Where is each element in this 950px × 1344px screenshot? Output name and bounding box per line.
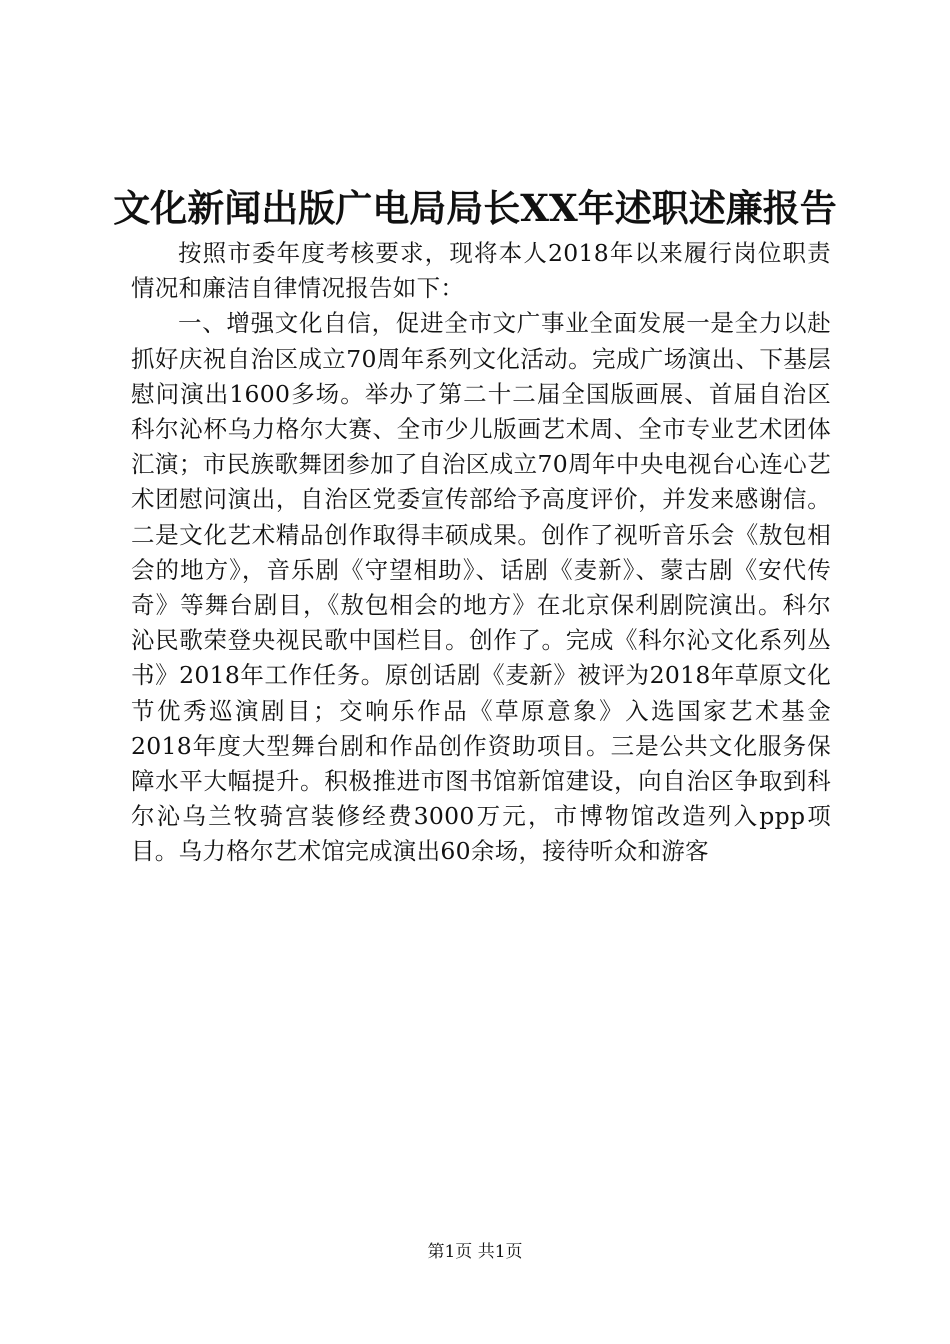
paragraph-section-one: 一、增强文化自信，促进全市文广事业全面发展一是全力以赴抓好庆祝自治区成立70周年系列文化活动。完成广场演出、下基层慰问演出1600多场。举办了第二十二届全国版画展、首届自治区科尔沁杯乌力格尔大赛、全市少儿版画艺术周、全市专业艺术团体汇演；市民族歌舞团参加了自治区成立70周年中央电视台心连心艺术团慰问演出，自治区党委宣传部给予高度评价，并发来感谢信。二是文化艺术精品创作取得丰硕成果。创作了视听音乐会《敖包相会的地方》，音乐剧《守望相助》、话剧《麦新》、蒙古剧《安代传奇》等舞台剧目，《敖包相会的地方》在北京保利剧院演出。科尔沁民歌荣登央视民歌中国栏目。创作了。完成《科尔沁文化系列丛书》2018年工作任务。原创话剧《麦新》被评为2018年草原文化节优秀巡演剧目；交响乐作品《草原意象》入选国家艺术基金2018年度大型舞台剧和作品创作资助项目。三是公共文化服务保障水平大幅提升。积极推进市图书馆新馆建设，向自治区争取到科尔沁乌兰牧骑宫装修经费3000万元，市博物馆改造列入ppp项目。乌力格尔艺术馆完成演出60余场，接待听众和游客 [131, 309, 831, 866]
page-footer: 第1页 共1页 [427, 1242, 523, 1262]
paragraph-intro: 按照市委年度考核要求，现将本人2018年以来履行岗位职责情况和廉洁自律情况报告如下： [131, 239, 831, 303]
document-body [131, 236, 831, 870]
document-title: 文化新闻出版广电局局长XX年述职述廉报告 [113, 186, 837, 230]
